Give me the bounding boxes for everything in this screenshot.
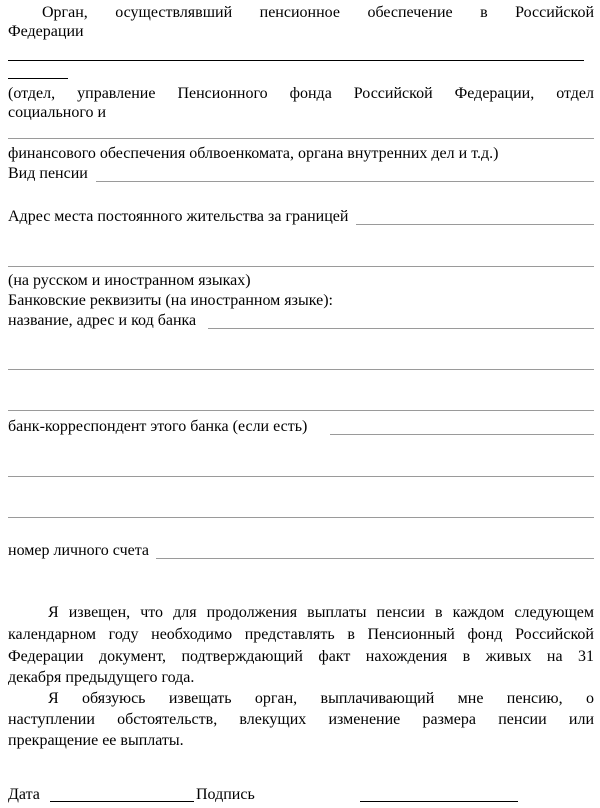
organ-note-line3: финансового обеспечения облвоенкомата, органа внутренних дел и т.д.) bbox=[8, 145, 499, 162]
organ-fill-line-short[interactable] bbox=[8, 78, 68, 79]
correspondent-fill-line-3[interactable] bbox=[8, 517, 594, 518]
organ-note-fill-line[interactable] bbox=[8, 138, 594, 139]
organ-heading-line1: Орган, осуществлявший пенсионное обеспечение в Российской bbox=[42, 4, 594, 21]
address-fill-line-2[interactable] bbox=[8, 266, 594, 267]
address-fill-line[interactable] bbox=[356, 224, 594, 225]
date-fill-line[interactable] bbox=[50, 801, 194, 802]
notice-p1-line2: календарном году необходимо представлять в Пенсионный фонд Российской bbox=[8, 626, 594, 643]
correspondent-label: банк-корреспондент этого банка (если есть) bbox=[8, 418, 308, 435]
notice-p2-line3: прекращение ее выплаты. bbox=[8, 732, 184, 749]
bank-details-label: Банковские реквизиты (на иностранном языке): bbox=[8, 292, 333, 309]
notice-p1-line4: декабря предыдущего года. bbox=[8, 669, 195, 686]
organ-note-line1: (отдел, управление Пенсионного фонда Российской Федерации, отдел bbox=[8, 85, 594, 102]
notice-p2-line2: наступлении обстоятельств, влекущих изменение размера пенсии или bbox=[8, 711, 594, 728]
signature-fill-line[interactable] bbox=[360, 801, 518, 802]
pension-type-fill-line[interactable] bbox=[96, 181, 594, 182]
pension-type-label: Вид пенсии bbox=[8, 165, 88, 182]
correspondent-fill-line-2[interactable] bbox=[8, 476, 594, 477]
address-note: (на русском и иностранном языках) bbox=[8, 272, 251, 289]
organ-heading-line2: Федерации bbox=[8, 23, 84, 40]
signature-label: Подпись bbox=[196, 786, 255, 803]
bank-name-label: название, адрес и код банка bbox=[8, 312, 197, 329]
correspondent-fill-line[interactable] bbox=[330, 434, 594, 435]
bank-name-fill-line-2[interactable] bbox=[8, 369, 594, 370]
bank-name-fill-line[interactable] bbox=[208, 328, 594, 329]
account-label: номер личного счета bbox=[8, 542, 150, 559]
organ-fill-line[interactable] bbox=[8, 60, 584, 61]
account-fill-line[interactable] bbox=[156, 558, 594, 559]
address-label: Адрес места постоянного жительства за границей bbox=[8, 208, 349, 225]
bank-name-fill-line-3[interactable] bbox=[8, 410, 594, 411]
notice-p2-line1: Я обязуюсь извещать орган, выплачивающий мне пенсию, о bbox=[48, 690, 594, 707]
notice-p1-line1: Я извещен, что для продолжения выплаты пенсии в каждом следующем bbox=[48, 604, 594, 621]
date-label: Дата bbox=[8, 786, 40, 803]
organ-note-line2: социального и bbox=[8, 104, 107, 121]
notice-p1-line3: Федерации документ, подтверждающий факт нахождения в живых на 31 bbox=[8, 648, 594, 665]
